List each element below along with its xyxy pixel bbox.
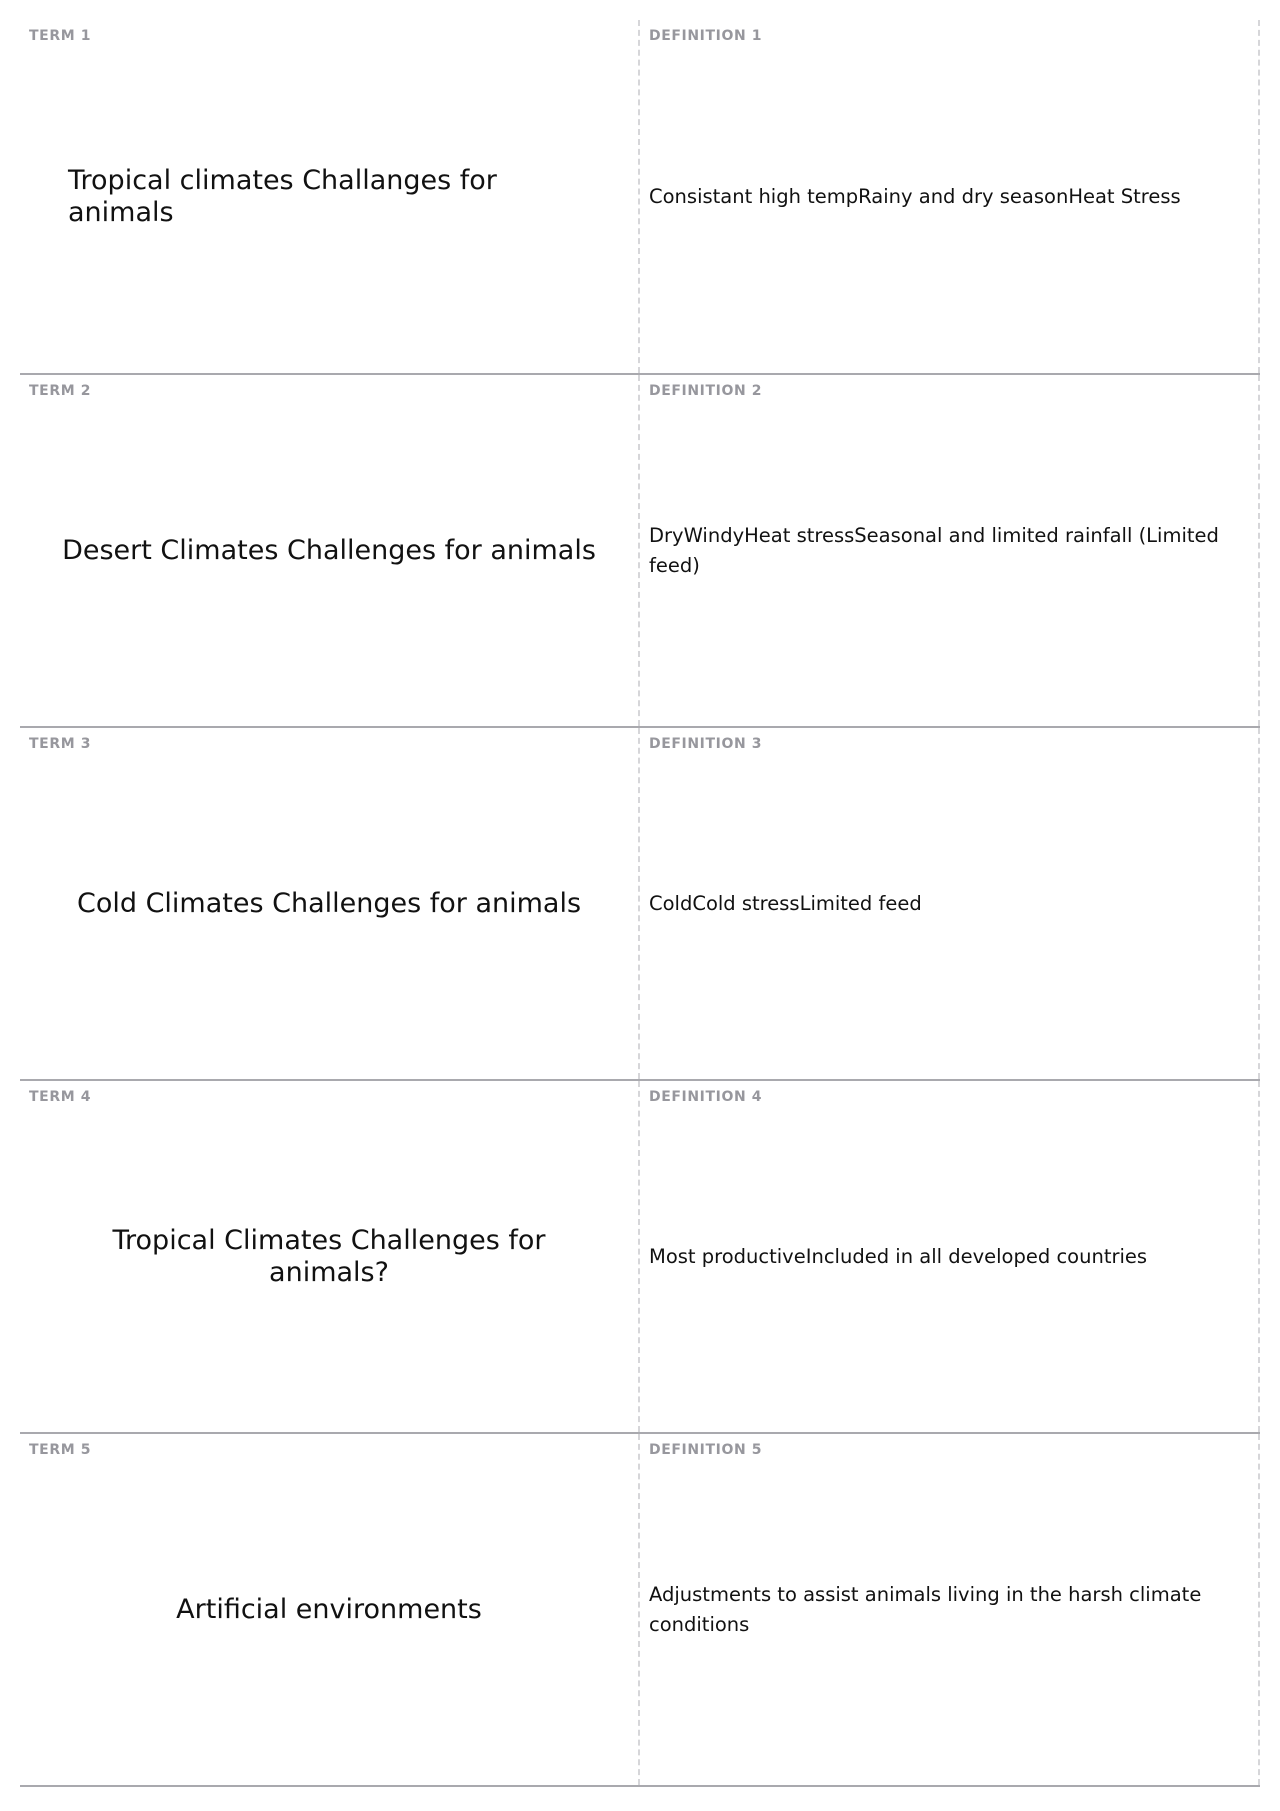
term-cell-2 <box>20 375 640 726</box>
term-text: Cold Climates Challenges for animals <box>76 887 582 919</box>
term-text: Desert Climates Challenges for animals <box>62 534 596 566</box>
term-cell-5 <box>20 1434 640 1785</box>
term-label: TERM 1 <box>29 28 92 44</box>
term-text: Tropical Climates Challenges for animals? <box>112 1224 546 1288</box>
definition-text: Most productiveIncluded in all developed countries <box>649 1244 1148 1268</box>
definition-cell-4 <box>640 1081 1260 1432</box>
card-row-1 <box>20 20 1260 375</box>
term-label: TERM 3 <box>29 736 92 752</box>
card-row-3 <box>20 728 1260 1081</box>
term-text: Tropical climates Challanges for animals <box>68 164 497 228</box>
definition-cell-5 <box>640 1434 1260 1785</box>
definition-cell-3 <box>640 728 1260 1079</box>
definition-label: DEFINITION 3 <box>649 736 763 752</box>
term-label: TERM 4 <box>29 1089 92 1105</box>
card-row-2 <box>20 375 1260 728</box>
definition-text: Consistant high tempRainy and dry seasonHeat Stress <box>649 184 1181 208</box>
term-cell-1 <box>20 20 640 373</box>
card-row-5 <box>20 1434 1260 1787</box>
term-label: TERM 2 <box>29 383 92 399</box>
definition-label: DEFINITION 2 <box>649 383 763 399</box>
term-cell-4 <box>20 1081 640 1432</box>
term-cell-3 <box>20 728 640 1079</box>
term-text: Artificial environments <box>176 1593 482 1625</box>
card-row-4 <box>20 1081 1260 1434</box>
definition-text: DryWindyHeat stressSeasonal and limited rainfall (Limited feed) <box>649 523 1219 577</box>
definition-label: DEFINITION 4 <box>649 1089 763 1105</box>
definition-label: DEFINITION 5 <box>649 1442 763 1458</box>
definition-label: DEFINITION 1 <box>649 28 763 44</box>
definition-cell-1 <box>640 20 1260 373</box>
definition-text: Adjustments to assist animals living in the harsh climate conditions <box>649 1582 1202 1636</box>
definition-cell-2 <box>640 375 1260 726</box>
flashcard-sheet <box>20 20 1260 1787</box>
definition-text: ColdCold stressLimited feed <box>649 891 922 915</box>
term-label: TERM 5 <box>29 1442 92 1458</box>
